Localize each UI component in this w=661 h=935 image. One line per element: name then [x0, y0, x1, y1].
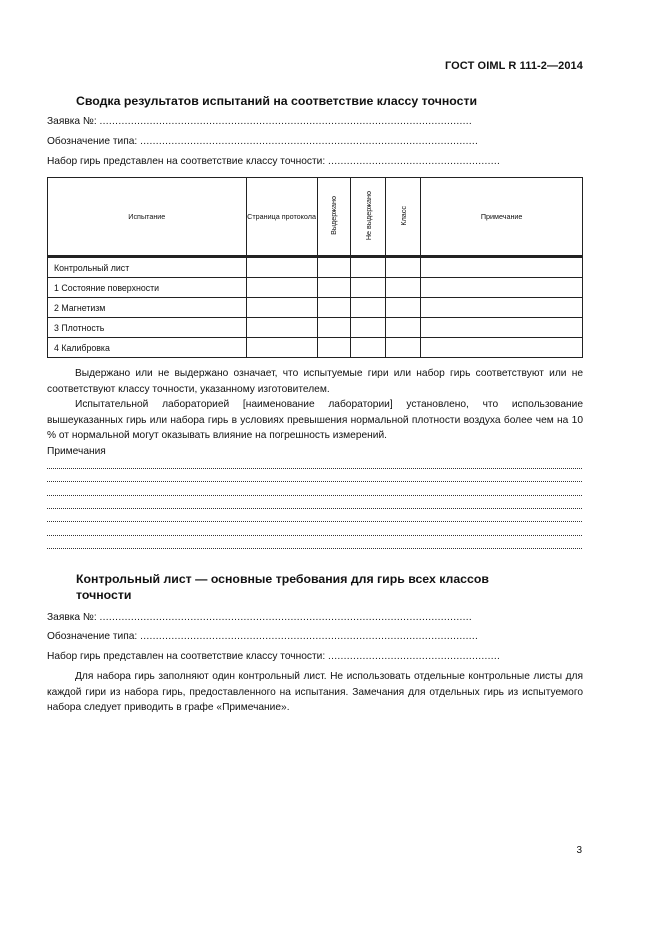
field-label: Обозначение типа:	[47, 631, 138, 642]
protocol-page-cell[interactable]	[246, 257, 317, 278]
passed-cell[interactable]	[317, 318, 351, 338]
note-cell[interactable]	[421, 318, 583, 338]
field-label: Заявка №:	[47, 116, 97, 127]
checklist-paragraph: Для набора гирь заполняют один контрольный лист. Не использовать отдельные контрольные листы для каждой гири из набора гирь, предоставленного на испытания. Замечания для отдельных гирь из испытуемого набора следует приводить в графе «Примечание».	[47, 671, 583, 713]
application-number-field	[47, 612, 472, 623]
laboratory-paragraph: Испытательной лабораторией [наименование лаборатории] установлено, что использование вышеуказанных гирь или набора гирь в условиях превышения нормальной плотности воздуха более чем на 10 % от нормальной могут оказывать влияние на погрешность измерений.	[47, 399, 583, 441]
class-cell[interactable]	[386, 257, 421, 278]
not-passed-cell[interactable]	[351, 318, 386, 338]
notes-line[interactable]	[47, 507, 582, 509]
field-label: Набор гирь представлен на соответствие классу точности:	[47, 156, 326, 167]
application-number-field	[47, 116, 472, 127]
note-cell[interactable]	[421, 298, 583, 318]
note-cell[interactable]	[421, 338, 583, 358]
notes-line[interactable]	[47, 494, 582, 496]
table-row	[48, 318, 583, 338]
header-not-passed: Не выдержано	[351, 178, 386, 257]
notes-line[interactable]	[47, 534, 582, 536]
notes-line[interactable]	[47, 467, 582, 469]
not-passed-cell[interactable]	[351, 298, 386, 318]
field-dots: .......................................................................................................................	[99, 612, 473, 623]
field-label: Набор гирь представлен на соответствие классу точности:	[47, 651, 326, 662]
table-row	[48, 278, 583, 298]
class-cell[interactable]	[386, 318, 421, 338]
row-test-name: 4 Калибровка	[48, 338, 247, 358]
class-cell[interactable]	[386, 338, 421, 358]
field-dots: .......................................................	[328, 651, 501, 662]
table-header-row	[48, 178, 583, 257]
header-note: Примечание	[421, 178, 583, 257]
pass-fail-paragraph: Выдержано или не выдержано означает, что испытуемые гири или набор гирь соответствуют или не соответствуют классу точности, указанному изготовителем.	[47, 368, 583, 395]
note-cell[interactable]	[421, 278, 583, 298]
header-passed: Выдержано	[317, 178, 351, 257]
row-test-name: 3 Плотность	[48, 318, 247, 338]
row-test-name: 2 Магнетизм	[48, 298, 247, 318]
row-test-name: 1 Состояние поверхности	[48, 278, 247, 298]
field-dots: ............................................................................................................	[140, 631, 479, 642]
header-class: Класс	[386, 178, 421, 257]
type-designation-field	[47, 136, 478, 147]
field-label: Обозначение типа:	[47, 136, 138, 147]
notes-line[interactable]	[47, 480, 582, 482]
accuracy-class-field	[47, 651, 500, 662]
accuracy-class-field	[47, 156, 500, 167]
section2-title: Контрольный лист — основные требования для гирь всех классов точности	[76, 572, 489, 602]
protocol-page-cell[interactable]	[246, 318, 317, 338]
row-test-name: Контрольный лист	[48, 257, 247, 278]
protocol-page-cell[interactable]	[246, 338, 317, 358]
page-number: 3	[576, 845, 582, 856]
protocol-page-cell[interactable]	[246, 298, 317, 318]
table-row	[48, 257, 583, 278]
class-cell[interactable]	[386, 298, 421, 318]
class-cell[interactable]	[386, 278, 421, 298]
note-cell[interactable]	[421, 257, 583, 278]
passed-cell[interactable]	[317, 338, 351, 358]
field-dots: ............................................................................................................	[140, 136, 479, 147]
field-dots: .......................................................	[328, 156, 501, 167]
not-passed-cell[interactable]	[351, 278, 386, 298]
notes-label: Примечания	[47, 446, 106, 457]
field-dots: .......................................................................................................................	[99, 116, 473, 127]
table-row	[48, 298, 583, 318]
type-designation-field	[47, 631, 478, 642]
not-passed-cell[interactable]	[351, 338, 386, 358]
test-results-table	[47, 177, 583, 358]
header-protocol-page: Страница протокола	[246, 178, 317, 257]
section1-title: Сводка результатов испытаний на соответствие классу точности	[76, 94, 478, 108]
passed-cell[interactable]	[317, 278, 351, 298]
table-row	[48, 338, 583, 358]
header-test: Испытание	[48, 178, 247, 257]
passed-cell[interactable]	[317, 298, 351, 318]
standard-code: ГОСТ OIML R 111-2—2014	[444, 60, 583, 72]
protocol-page-cell[interactable]	[246, 278, 317, 298]
passed-cell[interactable]	[317, 257, 351, 278]
field-label: Заявка №:	[47, 612, 97, 623]
not-passed-cell[interactable]	[351, 257, 386, 278]
notes-line[interactable]	[47, 520, 582, 522]
notes-line[interactable]	[47, 547, 582, 549]
